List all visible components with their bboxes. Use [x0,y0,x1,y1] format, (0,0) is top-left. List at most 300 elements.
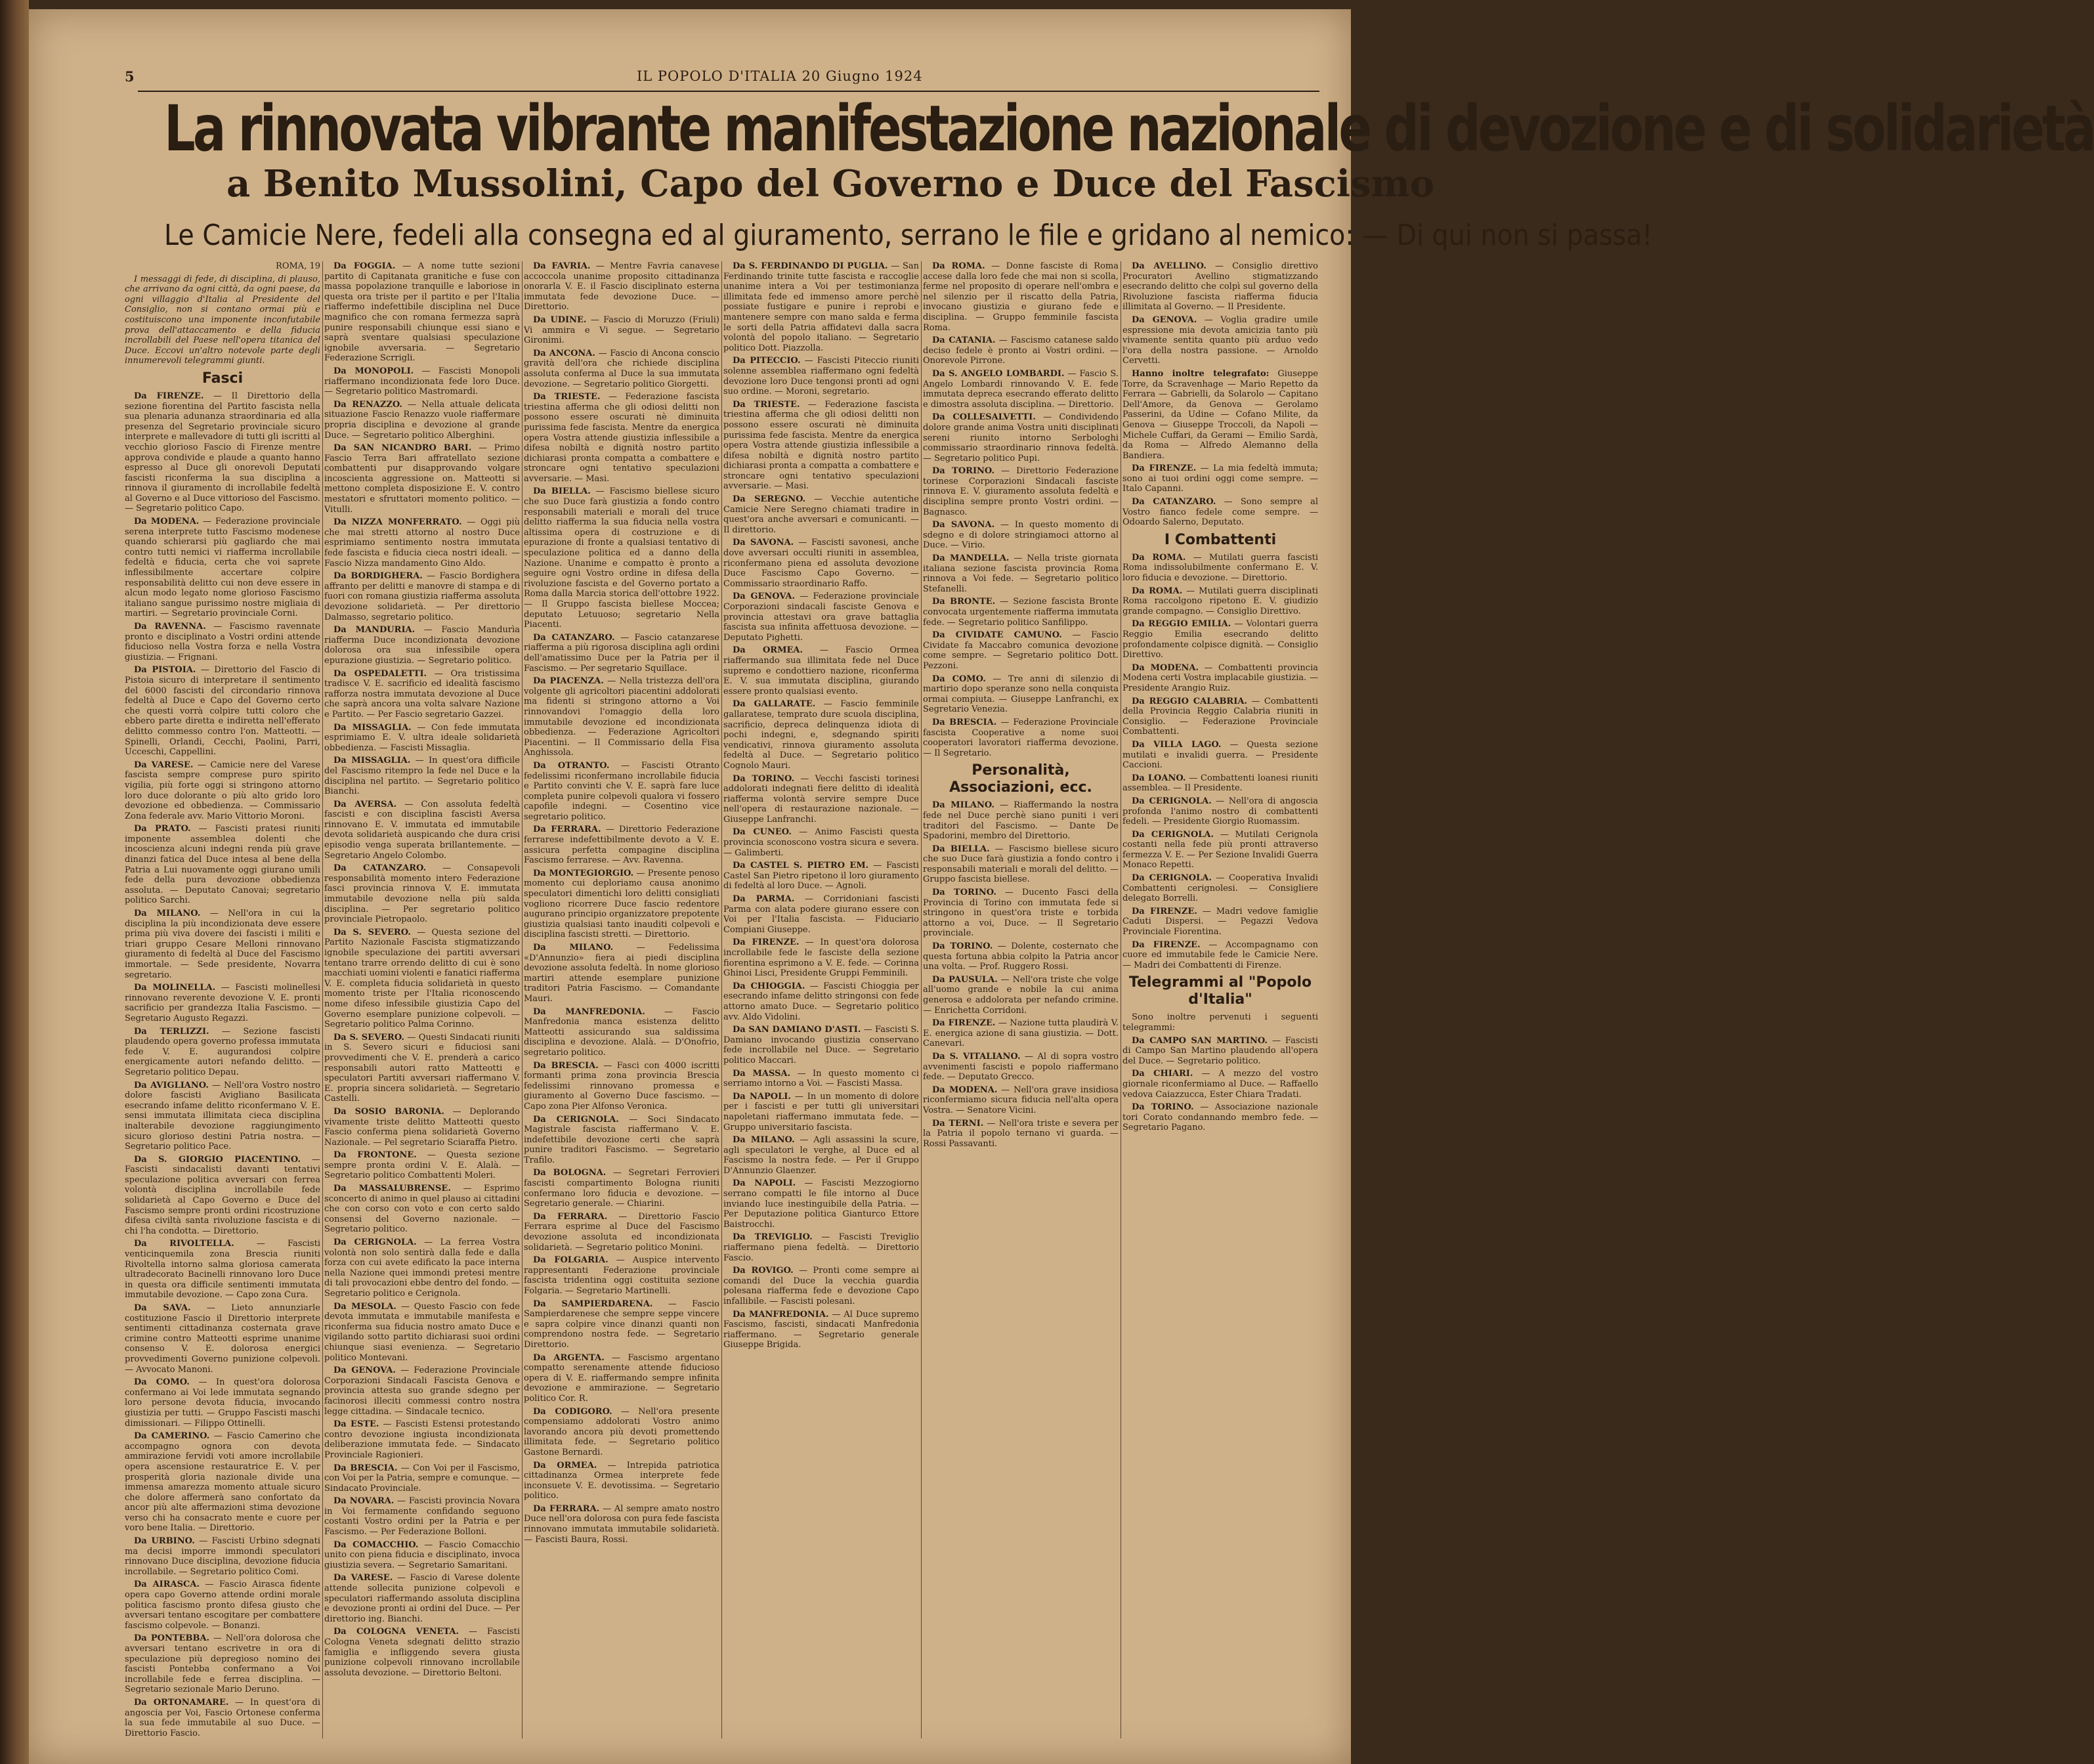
telegram-item [923,1018,1119,1049]
telegram-item [125,665,320,757]
telegram-item [723,827,919,858]
telegram-place: Da MASSALUBRENSE. [333,1184,451,1194]
telegram-place: Da ROMA. [1132,586,1183,596]
telegram-place: Da FERRARA. [533,1503,600,1514]
telegram-item [324,1033,520,1104]
telegram-text: — Associazione nazionale tori Corato condannando membro fede. — Segretario Pagano. [1122,1102,1318,1133]
telegram-place: Da MILANO. [932,800,994,811]
intro-paragraph: I messaggi di fede, di disciplina, di plauso, che arrivano da ogni città, da ogni paese, da ogni villaggio d'Italia al Presidente del Consiglio, non si contano ormai più e costituiscono una imponente inconfutabile prova dell'attaccamento e della fiducia incrollabili del Paese nell'opera titanica del Duce. Eccovi un'altro notevole parte degli innumerevoli telegrammi giunti. [125,274,320,366]
telegram-text: — Questa sezione mutilati e invalidi guerra. — Presidente Caccioni. [1122,739,1318,771]
column-2 [324,261,520,1738]
telegram-place: Da CHIARI. [1132,1069,1193,1079]
telegram-item [1122,873,1318,904]
telegram-text: — Combattenti della Provincia Reggio Calabria riuniti in Consiglio. — Federazione Provinciale Combattenti. [1122,696,1318,737]
telegram-item [125,1081,320,1152]
telegram-text: — Al Duce supremo Fascismo, fascisti, sindacati Manfredonia riaffermano. — Segretario generale Giuseppe Brigida. [723,1309,920,1350]
telegram-text: — In un momento di dolore per i fascisti e per tutti gli universitari napoletani riaffermano immutata fede. — Gruppo universitario fascista. [723,1091,919,1132]
telegram-place: Da CUNEO. [733,827,792,838]
telegram-place: Da CATANZARO. [533,632,615,643]
telegram-place: Da ORMEA. [533,1460,597,1471]
telegram-place: Da CERIGNOLA. [1132,796,1212,806]
telegram-text: — A nome tutte sezioni partito di Capitanata granitiche e fuse con massa popolazione tranquille e laboriose in questa ora triste per il partito e per l'Italia riaffermo indefettibile disciplina nel Duce magnifico che con romana fermezza saprà punire responsabili chiunque essi siano e saprà sventare qualsiasi speculazione ignobile avversaria. — Segretario Federazione Scrrigli. [324,261,520,364]
telegram-place: Da CAMPO SAN MARTINO. [1132,1035,1268,1046]
telegram-item [723,937,919,978]
telegram-text: — In questo momento ci serriamo intorno a Voi. — Fascisti Massa. [723,1068,920,1089]
telegram-text: — Deplorando vivamente triste delitto Matteotti questo Fascio conferma piena solidarietà Governo Nazionale. — Pel segretario Sciaraffa Pietro. [324,1106,520,1148]
telegram-text: — Direttorio Federazione ferrarese indefettibilmente devoto a V. E. assicura perfetta compagine disciplina Fascismo ferrarese. — Avv. Ravenna. [524,825,719,866]
telegram-text: — Nell'ora dolorosa che avversari tentano escrivetre in ora di speculazione più depregioso nomino dei fascisti Pontebba confermano a Voi incrollabile fede e ferrea disciplina. — Segretario sezionale Mario Deruno. [125,1633,320,1695]
telegram-item [923,1052,1119,1083]
telegram-item [923,800,1119,841]
telegram-item [1122,907,1318,937]
telegram-place: Da MASSA. [733,1068,791,1079]
telegram-text: — Nella tristezza dell'ora volgente gli agricoltori piacentini addolorati ma fidenti si stringono attorno a Voi rinnovandovi l'omaggio della loro immutabile devozione ed incondizionata obbedienza. — Federazione Agricoltori Piacentini. — Il Commissario della Fisa Anghissola. [524,676,719,758]
telegram-text: — Federazione provinciale Corporazioni sindacali fasciste Genova e provincia attestavi ora grave battaglia fascista sua infinita affettuosa devozione. — Deputato Pighetti. [723,592,919,643]
telegram-item [524,869,719,940]
telegram-text: — Fascio femminile gallaratese, temprato dure scuola disciplina, sacrificio, depreca delinquenza idiota di pochi indegni, e, sdegnando spiriti vendicativi, rinnova giuramento assoluta fedeltà al Duce. — Segretario politico Cognolo Mauri. [723,699,919,771]
telegram-text: — Fascismo biellese sicuro che suo Duce farà giustizia a fondo contro responsabili materiali e morali del truce delitto riafferma la sua fiducia nella vostra altissima opera di costruzione e di epurazione di fronte a qualsiasi tentativo di speculazione politica ed a danno della Nazione. Unanime e compatto è pronto a seguire ogni Vostro ordine in difesa della rivoluzione fascista e del Governo portato a Roma dalla Marcia storica dell'ottobre 1922. — Il Gruppo fascista biellese Moccea; deputato Letuuoso; segretario Nella Piacenti. [524,486,719,630]
telegram-place: Da SAN NICANDRO BARI. [333,443,472,454]
telegram-item [723,592,919,643]
telegram-text: Sono inoltre pervenuti i seguenti telegrammi: [1122,1012,1318,1033]
telegram-text: — Fascio Comacchio unito con piena fiducia e disciplinato, invoca giustizia severa. — Segretario Samaritani. [324,1539,521,1570]
telegram-item [324,517,520,569]
telegram-place: Da SAVONA. [932,520,995,530]
telegram-text: — Federazione Provinciale fascista Cooperative a nome suoi cooperatori lavoratori riafferma devozione. — Il Segretario. [923,717,1119,758]
telegram-place: Da ARGENTA. [533,1352,605,1363]
telegram-text: — Oggi più che mai stretti attorno al nostro Duce esprimiamo sentimento nostra immutata fede fascista e fiducia cieca nostri ideali. — Fascio Nizza mandamento Gino Aldo. [324,517,521,569]
telegram-place: Hanno inoltre telegrafato: [1132,368,1270,379]
telegram-item [723,494,919,535]
telegram-text: — Fascisti savonesi, anche dove avversari occulti riuniti in assemblea, riconfermano piena ed assoluta devozione Duce Fascismo Capo Governo. — Commissario straordinario Raffo. [723,538,920,589]
telegram-place: Da ORTONAMARE. [134,1697,229,1708]
telegram-item [1122,1102,1318,1133]
telegram-text: — Presente penoso momento cui deploriamo causa anonimo speculatori dimentichi loro delitti consigliati vogliono ricorrere Duce fascio redentore augurano principio organizzatore prepotente giustizia qualsiasi tanto inauditi colpevoli e disciplina fascisti stretti. — Direttorio. [524,868,719,940]
telegram-text: — Donne fasciste di Roma accese dalla loro fede che mai non si scolla, ferme nel proposito di operare nell'ombra e nel silenzio per il riscatto della Patria, invocano giustizia e giurano fede e disciplina. — Gruppo femminile fascista Roma. [923,261,1119,333]
telegram-place: Da URBINO. [134,1536,195,1547]
telegram-place: Da ANCONA. [533,348,595,358]
telegram-place: Da S. GIORGIO PIACENTINO. [134,1154,301,1165]
telegram-item [923,597,1119,628]
telegram-text: — Accompagnamo con cuore ed immutabile fede le Camicie Nere. — Madri dei Combattenti di Firenze. [1122,939,1318,970]
telegram-text: — Nell'ora presente compensiamo addolorati Vostro animo lavorando ancora più devoti promettendo illimitata fede. — Segretario politico Gastone Bernardi. [524,1406,719,1457]
column-5 [923,261,1119,1738]
telegram-place: Da MODENA. [134,517,200,527]
telegram-place: Da FIRENZE. [134,391,204,401]
telegram-text: — Con fede immutata esprimiamo E. V. ultra ideale solidarietà obbedienza. — Fascisti Missaglia. [324,722,520,753]
telegram-item [324,1302,520,1364]
telegram-place: Da MILANO. [134,909,201,919]
telegram-item [723,1232,919,1263]
telegram-text: — Nella attuale delicata situazione Fascio Renazzo vuole riaffermare propria disciplina e devozione al grande Duce. — Segretario politico Alberghini. [324,399,520,441]
column-6 [1122,261,1318,1738]
telegram-text: — In quest'ora difficile del Fascismo ritempro la fede nel Duce e la disciplina nel partito. — Segretario politico Bianchi. [324,756,521,797]
telegram-place: Da ROMA. [932,261,985,271]
telegram-item [1122,830,1318,871]
telegram-item [524,392,719,484]
telegram-place: Da TRIESTE. [733,399,800,410]
telegram-place: Da FIRENZE. [932,1018,996,1029]
telegram-text: — Voglia gradire umile espressione mia devota amicizia tanto più vivamente sentita quanto più arduo vedo l'ora della nostra passione. — Arnoldo Cervetti. [1122,314,1318,366]
telegram-place: Da MANDELLA. [932,553,1010,564]
telegram-place: Da LOANO. [1132,773,1186,783]
telegram-text: — Sono sempre al Vostro fianco fedele come sempre. — Odoardo Salerno, Deputato. [1122,497,1318,528]
column-3 [524,261,719,1738]
telegram-item [1122,553,1318,584]
telegram-item [324,1107,520,1148]
telegram-text: — Consapevoli responsabilità momento intero Federazione fasci provincia rinnova V. E. immutata immutabile devozione nella più salda disciplina. — Per segretario politico provinciale Pietropaolo. [324,863,520,925]
headline: La rinnovata vibrante manifestazione nazionale di devozione e di solidarietà [164,92,2094,165]
telegram-text: — In quest'ora di angoscia per Voi, Fascio Ortonese conferma la sua fede immutabile al suo Duce. — Direttorio Fascio. [125,1697,320,1738]
telegram-text: — Nell'ora triste e severa per la Patria il popolo ternano vi guarda. — Rossi Passavanti. [923,1118,1119,1149]
telegram-item [324,756,520,796]
telegram-text: — Condividendo dolore grande anima Vostra uniti disciplinati sereni riunito intorno Serbologhi commissario straordinario rinnova fedeltà. — Segretario politico Pupi. [923,412,1119,463]
section-heading: I Combattenti [1164,531,1277,548]
telegram-place: Da PISTOIA. [134,665,196,676]
telegram-item [324,928,520,1030]
section-heading: Telegrammi al "Popolo d'Italia" [1128,974,1312,1008]
telegram-text: — Cooperativa Invalidi Combattenti cerignolesi. — Consigliere delegato Borrelli. [1122,873,1318,904]
telegram-place: Da TORINO. [932,466,994,477]
telegram-item [1122,315,1318,366]
telegram-text: — Agli assassini la scure, agli speculatori le verghe, al Duce ed al Fascismo la nostra fede. — Per il Gruppo D'Annunzio Glaenzer. [723,1135,919,1176]
telegram-item [723,1069,919,1089]
telegram-place: Da FRONTONE. [333,1150,417,1161]
telegram-place: Da CODIGORO. [533,1406,612,1417]
telegram-place: Da SOSIO BARONIA. [333,1106,444,1117]
telegram-text: — Vecchi fascisti torinesi addolorati indegnati fiere delitto di idealità riafferma volontà servire sempre Duce nell'opera di restaurazione nazionale. — Giuseppe Lanfranchi. [723,773,920,825]
telegram-item [125,1431,320,1534]
telegram-text: — Fascisti Urbino sdegnati ma decisi imporre immondi speculatori rinnovano Duce disciplina, devozione fiducia incrollabile. — Segretario politico Comi. [125,1536,320,1577]
telegram-place: Da TORINO. [1132,1102,1194,1113]
telegram-text: — Fascisti pratesi riuniti imponente assemblea dolenti che incoscienza alcuni indegni renda più grave dinanzi fatica del Duce intesa al bene della Patria a Lui nuovamente oggi giurano umili fede della pura devozione obbedienza assoluta. — Deputato Canovai; segretario politico Sarchi. [125,824,320,906]
telegram-place: Da NOVARA. [333,1496,395,1507]
telegram-place: Da CIVIDATE CAMUNO. [932,630,1062,641]
telegram-place: Da MILANO. [533,943,614,953]
telegram-place: Da PAUSULA. [932,974,998,985]
telegram-item [1122,463,1318,494]
telegram-place: Da MISSAGLIA. [333,722,412,733]
telegram-place: Da BRESCIA. [533,1060,599,1071]
telegram-item [324,625,520,666]
telegram-item [125,1633,320,1695]
telegram-item [923,369,1119,410]
telegram-text: — Fascio catanzarese riafferma a più rigorosa disciplina agli ordini dell'amatissimo Duce per la Patria per il Fascismo. — Per segretario Squillace. [524,632,719,674]
telegram-text: — Fascisti Estensi protestando contro devozione ingiusta incondizionata deliberazione immutata fede. — Sindacato Provinciale Ragionieri. [324,1419,520,1460]
telegram-item [524,1353,719,1404]
telegram-item [723,356,919,397]
telegram-item [524,1255,719,1296]
telegram-item [1122,740,1318,771]
telegram-item [524,486,719,630]
telegram-item [923,520,1119,551]
telegram-item [723,981,919,1022]
telegram-item [524,349,719,389]
telegram-text: — Mutilati guerra disciplinati Roma raccolgono ripetono E. V. giudizio grande compagno. — Consiglio Direttivo. [1122,586,1318,616]
telegram-text: — Fedelissima «D'Annunzio» fiera ai piedi disciplina devozione assoluta fedeltà. In nome glorioso martiri attende esemplare punizione traditori Patria Fascismo. — Comandante Mauri. [524,943,719,1004]
telegram-place: Da GENOVA. [333,1366,396,1376]
telegram-text: — Sezione fascista Bronte convocata urgentemente riafferma immutata fede. — Segretario politico Sanfilippo. [923,597,1119,628]
telegram-place: Da NIZZA MONFERRATO. [333,517,462,528]
column-4 [723,261,919,1738]
telegram-item [923,553,1119,594]
telegram-text: — Intrepida patriotica cittadinanza Ormea interprete fede inconsuete V. E. devotissima. — Segretario politico. [524,1460,719,1501]
telegram-item [324,1496,520,1537]
telegram-item [524,676,719,758]
telegram-place: Da CASTEL S. PIETRO EM. [733,861,869,871]
telegram-place: Da COMO. [932,674,986,684]
telegram-item [723,1310,919,1350]
telegram-text: — Fascisti S. Damiano invocando giustizia conservano fede incrollabile nel Duce. — Segretario politico Maccari. [723,1025,920,1065]
telegram-text: — Fascio di Moruzzo (Friuli) Vi ammira e Vi segue. — Segretario Gironimi. [524,314,719,346]
telegram-place: Da VARESE. [134,760,194,770]
telegram-item [923,261,1119,333]
telegram-text: — Direttorio Federazione torinese Corporazioni Sindacali fasciste rinnova E. V. giuramento assoluta fedeltà e disciplina sempre pronto Vostri ordini. — Bagnasco. [923,466,1119,517]
telegram-text: — Fascio di Ancona conscio gravità dell'ora che richiede disciplina assoluta conferma al Duce la sua immutata devozione. — Segretario politico Giorgetti. [524,348,720,389]
telegram-text: — Nell'ora in cui la disciplina la più incondizionata deve essere prima più viva dovere dei fascisti i militi e triari gruppo Cesare Melloni rinnovano giuramento di fedeltà al Duce del Fascismo immortale. — Sede presidente, Novarra segretario. [125,909,320,980]
telegram-text: — Vecchie autentiche Camicie Nere Seregno chiamati tradire in quest'ora anche avversari e comunicanti. — Il direttorio. [723,494,919,535]
telegram-text: — Fascio Mandurìa riafferma Duce incondizionata devozione dolorosa ora sua infessibile opera epurazione giustizia. — Segretario politico. [324,625,520,666]
telegram-item [125,391,320,514]
section-heading: Fasci [202,370,244,387]
telegram-item [524,1115,719,1166]
telegram-place: Da OTRANTO. [533,760,610,771]
telegram-text: — Mutilati Cerignola costanti nella fede più pronti attraverso fermezza V. E. — Per Sezione Invalidi Guerra Monaco Repetti. [1122,829,1318,871]
column-rule [921,261,922,1738]
telegram-place: Da FOGGIA. [333,261,396,271]
telegram-text: — Auspice intervento rappresentanti Federazione provinciale fascista tridentina oggi costituita sezione Folgaria. — Segretario Martinelli. [524,1255,719,1296]
telegram-text: — Fascisti Chioggia per esecrando infame delitto stringonsi con fede attorno amato Duce. — Segretario politico avv. Aldo Vidolini. [723,981,919,1022]
telegram-place: Da FERRARA. [533,825,601,835]
telegram-place: Da COLOGNA VENETA. [333,1627,459,1637]
telegram-place: Da CERIGNOLA. [533,1114,619,1125]
telegram-item [923,888,1119,939]
telegram-item [324,400,520,441]
telegram-item [125,1239,320,1301]
telegram-item [125,1536,320,1577]
telegram-place: Da GALLARATE. [733,699,816,710]
telegram-text: — Dolente, costernato che questa fortuna abbia colpito la Patria ancor una volta. — Prof. Ruggero Rossi. [923,941,1119,972]
telegram-item [923,718,1119,758]
column-rule [522,261,523,1738]
telegram-item [723,538,919,589]
telegram-item [723,774,919,825]
telegram-text: — Questo Fascio con fede devota immutata e immutabile manifesta e riconferma sua fiducia nostro amato Duce e vigilando sotto partito dichiarasi suoi ordini chiunque siasi evenienza. — Segretario politico Montevani. [324,1301,520,1363]
telegram-text: — Fascismo catanese saldo deciso fedele è pronto ai Vostri ordini. — Onorevole Pirrone. [923,335,1119,366]
telegram-item [324,571,520,622]
telegram-place: Da FAVRIA. [533,261,591,271]
telegram-text: — Soci Sindacato Magistrale fascista riaffermano V. E. indefettibile devozione certi che saprà punire traditori Fascismo. — Segretario Trafilo. [524,1114,719,1165]
telegram-text: — Fascisti Cologna Veneta sdegnati delitto strazio famiglia e infliggendo severa giusta punizione colpevoli rinnovano incrollabile assoluta devozione. — Direttorio Beltoni. [324,1627,520,1678]
telegram-text: — Nella triste giornata italiana sezione fascista provincia Roma rinnova a Voi fede. — Segretario politico Stefanelli. [923,553,1119,594]
telegram-place: Da SEREGNO. [733,494,806,505]
telegram-place: Da UDINE. [533,314,587,325]
telegram-text: — San Ferdinando trinite tutte fascista e raccoglie unanime intera a Voi per testimonianza illimitata fede ed immenso amore perchè possiate fustigare e punire i reprobi e mantenere sempre con mano salda e ferma le sorti della Patria affidatevi dalla sacra volontà del popolo italiano. — Segretario politico Dott. Piazzolla. [723,261,919,353]
telegram-item [923,975,1119,1016]
telegram-item [923,1085,1119,1116]
telegram-text: — Fascisti Otranto fedelissimi riconfermano incrollabile fiducia e Partito convinti che V. E. saprà fare luce completa punire colpevoli qualora vi fossero capofile indegni. — Cosentino vice segretario politico. [524,760,719,822]
telegram-item [723,645,919,697]
telegram-text: — In questo momento di sdegno e di dolore stringiamoci attorno al Duce. — Virio. [923,520,1119,551]
telegram-text: — Fascisti molinellesi rinnovano reverente devozione V. E. pronti sacrificio per grandezza Italia Fascismo. — Segretario Augusto Regazzi. [125,983,320,1023]
telegram-place: Da ORMEA. [733,645,803,656]
telegram-place: Da BRONTE. [932,597,996,607]
telegram-item [324,669,520,720]
telegram-place: Da TERNI. [932,1118,984,1129]
telegram-item [125,1303,320,1375]
binding-edge [0,0,29,1764]
masthead: IL POPOLO D'ITALIA 20 Giugno 1924 [637,68,923,84]
telegram-text: — Fascio Camerino che accompagno ognora con devota ammirazione fervidi voti amore incrollabile opera ascensione restauratrice E. V. per prosperità gloria nazionale divide una immensa amarezza momento attuale sicuro che dolore affermerà sano confortato da ancor più alte affermazioni stima devozione verso chi ha consacrato mente e cuore per voro bene Italia. — Direttorio. [125,1431,320,1534]
telegram-place: Da MOLINELLA. [134,983,216,993]
telegram-place: Da OSPEDALETTI. [333,668,427,679]
telegram-text: — Ducento Fasci della Provincia di Torino con immutata fede si stringono in quest'ora triste e torbida attorno a voi, Duce. — Il Segretario provinciale. [923,888,1119,939]
telegram-item [324,723,520,754]
telegram-item [923,335,1119,366]
telegram-place: Da AIRASCA. [134,1580,200,1590]
telegram-item [324,1150,520,1181]
telegram-text: — Fascio di Varese dolente attende sollecita punizione colpevoli e speculatori riaffermando assoluta disciplina e devozione pronti ai ordini del Duce. — Per direttorio ing. Bianchi. [324,1573,521,1624]
telegram-text: — Con Voi per il Fascismo, con Voi per la Patria, sempre e comunque. — Sindacato Provinciale. [324,1463,520,1494]
telegram-place: Da PIACENZA. [533,676,604,687]
telegram-place: Da CERIGNOLA. [1132,829,1214,840]
telegram-text: — Fascisti Treviglio riaffermano piena fedeltà. — Direttorio Fascio. [723,1232,919,1263]
telegram-place: Da MONTEGIORGIO. [533,868,634,878]
telegram-place: Da CERIGNOLA. [333,1237,417,1248]
telegram-place: Da ROVIGO. [733,1266,794,1276]
telegram-text: — Pronti come sempre ai comandi del Duce la vecchia guardia polesana riafferma fede e devozione Capo infallibile. — Fascisti polesani. [723,1266,920,1306]
telegram-item [125,1377,320,1429]
telegram-item [324,261,520,364]
telegram-place: Da PARMA. [733,894,795,905]
telegram-place: Da TORINO. [932,888,996,898]
telegram-item [723,1025,919,1065]
telegram-text: — Il Direttorio della sezione fiorentina del Partito fascista nella sua plenaria adunanza straordinaria ed alla presenza del Segretario provinciale sicuro interprete e mallevadore di tutti gli iscritti al vecchio glorioso Fascio di Firenze mentre approva condivide e plaude a quanto hanno espresso al Duce gli onorevoli Deputati fascisti riconferma la sua disciplina a rinnova il giuramento di incrollabile fedeltà al Governo e al Duce vittorioso del Fascismo. — Segretario politico Capo. [125,391,320,514]
telegram-text: — Riaffermando la nostra fede nel Duce perchè siano puniti i veri traditori del Fascismo. — Dante De Spadorini, membro del Direttorio. [923,800,1119,842]
telegram-text: — Tre anni di silenzio di martirio dopo speranze sono nella conquista ormai compiuta. — Giuseppe Lanfranchi, ex Segretario Venezia. [923,674,1119,715]
telegram-item [324,1366,520,1417]
telegram-text: — Lieto annunziarle costituzione Fascio il Direttorio interprete sentimenti cittadinanza costernata grave crimine contro Matteotti esprime unanime consenso V. E. dolorosa energici provvedimenti Governo punizione colpevoli. — Avvocato Manoni. [125,1303,320,1375]
newspaper-page [29,9,2094,1764]
telegram-place: Da COLLESALVETTI. [932,412,1036,423]
telegram-place: Da AVELLINO. [1132,261,1207,271]
telegram-item [923,466,1119,517]
telegram-item [524,1212,719,1253]
telegram-place: Da PITECCIO. [733,356,801,366]
telegram-text: — La mia fedeltà immuta; sono ai tuoi ordini oggi come sempre. — Italo Capanni. [1122,463,1318,494]
telegram-place: Da REGGIO CALABRIA. [1132,696,1247,706]
telegram-place: Da FIRENZE. [1132,906,1197,916]
telegram-place: Da NAPOLI. [733,1178,796,1189]
telegram-place: Da MANFREDONIA. [533,1006,645,1017]
telegram-item [125,1027,320,1078]
telegram-place: Da AVERSA. [333,799,397,809]
telegram-place: Da MISSAGLIA. [333,756,411,766]
telegram-place: Da CATANZARO. [1132,497,1216,507]
telegram-place: Da CATANZARO. [333,863,427,874]
telegram-item [1122,773,1318,794]
telegram-item [723,861,919,892]
telegram-item [1122,1012,1318,1033]
telegram-text: — Animo Fascisti questa provincia sconoscono vostra sicura e severa. — Galimberti. [723,827,919,858]
telegram-item [1122,261,1318,312]
telegram-text: — Corridoniani fascisti Parma con alata podere giurano essere con Voi per l'Italia fascista. — Fiduciario Compiani Giuseppe. [723,894,919,935]
telegram-item [125,1580,320,1631]
telegram-place: Da MILANO. [733,1135,795,1146]
telegram-place: Da SAVONA. [733,538,794,548]
telegram-item [324,1540,520,1571]
telegram-text: — Fascisti Castel San Pietro ripetono il loro giuramento di fedeltà al loro Duce. — Agnoli. [723,861,920,892]
telegram-item [324,863,520,925]
column-1 [125,261,320,1738]
subheadline: a Benito Mussolini, Capo del Governo e Duce del Fascismo [226,162,1435,205]
telegram-text: — Fasci con 4000 iscritti formanti prima zona provincia Brescia fedelissimi rinnovano promessa e giuramento al Governo Duce fascismo. — Capo zona Pier Alfonso Veronica. [524,1060,720,1111]
telegram-item [723,1178,919,1230]
telegram-place: Da VARESE. [333,1573,393,1583]
telegram-text: — Federazione Provinciale Corporazioni Sindacali Fascista Genova e provincia attesta suo grande sdegno per facinorosi illeciti commessi contro nostra legge cittadina. — Sindacale tecnico. [324,1366,520,1417]
telegram-text: — Fascisti provincia Novara in Voi fermamente confidando seguono costanti Vostro ordini per la Patria e per Fascismo. — Per Federazione Bolloni. [324,1496,521,1538]
telegram-item [723,261,919,353]
telegram-text: — Fascisti di Campo San Martino plaudendo all'opera del Duce. — Segretario politico. [1122,1035,1318,1066]
telegram-place: Da SAN DAMIANO D'ASTI. [733,1025,861,1035]
telegram-text: — Esprimo sconcerto di animo in quel plauso ai cittadini che con corso con voto e con certo saldo consensi del Governo nazionale. — Segretario politico. [324,1184,520,1235]
telegram-item [1122,796,1318,827]
telegram-place: Da MANDURIA. [333,625,416,635]
telegram-text: — Combattenti provincia Modena certi Vostra implacabile giustizia. — Presidente Arangio Ruiz. [1122,662,1318,693]
telegram-place: Da NAPOLI. [733,1091,791,1102]
telegram-place: Da MESOLA. [333,1301,396,1312]
telegram-item [524,943,719,1004]
telegram-item [723,1266,919,1306]
telegram-text: — Federazione provinciale serena interprete tutto Fascismo modenese quando schierarsi più gagliardo che mai contro tutti nemici vi riafferma incrollabile fedeltà e fiducia, certa che voi saprete inflessibilmente accertare colpire responsabilità delitto cui non deve essere in alcun modo legato nome glorioso Fascismo italiano sangue purissimo nostre migliaia di martiri. — Segretario provinciale Corni. [125,517,320,619]
telegram-text: — Fascismo ravennate pronto e disciplinato a Vostri ordini attende fiducioso nella Vostra forza e nella Vostra giustizia. — Frignani. [125,622,320,662]
telegram-text: — A mezzo del vostro giornale riconfermiamo al Duce. — Raffaello vedova Caiazzucca, Ester Chiara Tradati. [1122,1069,1318,1100]
telegram-place: Da S. SEVERO. [333,1032,404,1043]
telegram-text: — Direttorio del Fascio di Pistoia sicuro di interpretare il sentimento del 6000 fascisti del circondario rinnova fedeltà al Duce e Capo del Governo certo che questi vorrà colpire tutti coloro che ebbero parte diretta e indiretta nell'efferato delitto commesso contro l'on. Matteotti. — Spinelli, Orlandi, Cecchi, Paolini, Parri, Ucceschi, Cappellini. [125,665,320,758]
telegram-item [524,1061,719,1112]
telegram-text: — Questa sezione sempre pronta ordini V. E. Alalà. — Segretario politico Combattenti Moleri. [324,1150,520,1181]
telegram-text: — Questi Sindacati riuniti in S. Severo sicuri e fiduciosi sani provvedimenti che V. E. prenderà a carico responsabili autori ratto Matteotti e speculatori Partiti avversari riaffermano V. E. propria sincera solidarietà. — Segretario Castelli. [324,1032,520,1104]
telegram-place: Da MANFREDONIA. [733,1309,829,1320]
telegram-item [324,1184,520,1235]
telegram-place: Da BORDIGHERA. [333,571,423,582]
telegram-place: Da CERIGNOLA. [1132,873,1212,884]
column-rule [721,261,722,1738]
section-heading: Personalità, Associazioni, ecc. [949,762,1092,796]
telegram-place: Da FERRARA. [533,1211,608,1222]
article-columns [125,261,1322,1738]
telegram-item [1122,619,1318,660]
telegram-text: Giuseppe Torre, da Scravenhage — Mario Repetto da Ferrara — Gabrielli, da Solarolo — Capitano Dell'Amore, da Genova — Gerolamo Passerini, da Udine — Cofano Milite, da Genova — Giuseppe Troccoli, da Napoli — Michele Cuffari, da Gerami — Emilio Sardà, da Roma — Alfredo Alemanno della Bandiera. [1122,368,1318,461]
telegram-item [1122,1036,1318,1067]
telegram-place: Da FIRENZE. [733,937,800,948]
telegram-item [1122,1069,1318,1100]
telegram-item [524,1168,719,1209]
telegram-text: — Con assoluta fedeltà fascisti e con disciplina fascisti Aversa rinnovano E. V. immutata ed immutabile devota solidarietà auspicando che dura crisi episodio venga superata brillantemente. — Segretario Angelo Colombo. [324,799,521,861]
telegram-item [125,622,320,662]
telegram-text: — Fascisti sindacalisti davanti tentativi speculazione politica avversari con ferrea volontà disciplina incrollabile fede solidarietà al Capo Governo e Duce del Fascismo sempre pronti ordini ricostruzione difesa civiltà santa rivoluzione fascista e di chi l'ha condotta. — Direttorio. [125,1154,320,1236]
telegram-text: — In quest'ora dolorosa incrollabile fede le fasciste della sezione fiorentina esprimono a V. E. fede. — Corinna Ghinoi Lisci, Presidente Gruppi Femminili. [723,937,919,979]
telegram-item [324,1419,520,1460]
telegram-place: Da BOLOGNA. [533,1168,607,1178]
telegram-item [524,761,719,823]
telegram-item [524,261,719,312]
telegram-place: Da S. FERDINANDO DI PUGLIA. [733,261,888,271]
telegram-item [125,1698,320,1738]
telegram-place: Da GENOVA. [733,592,796,602]
telegram-place: Da CATANIA. [932,335,996,346]
telegram-text: — Camicie nere del Varese fascista sempre comprese puro spirito vigilia, più forte oggi si stringono attorno loro duce dolorante o più alto grido loro devozione ed obbedienza. — Commissario Zona federale avv. Mario Vittorio Moroni. [125,760,320,821]
